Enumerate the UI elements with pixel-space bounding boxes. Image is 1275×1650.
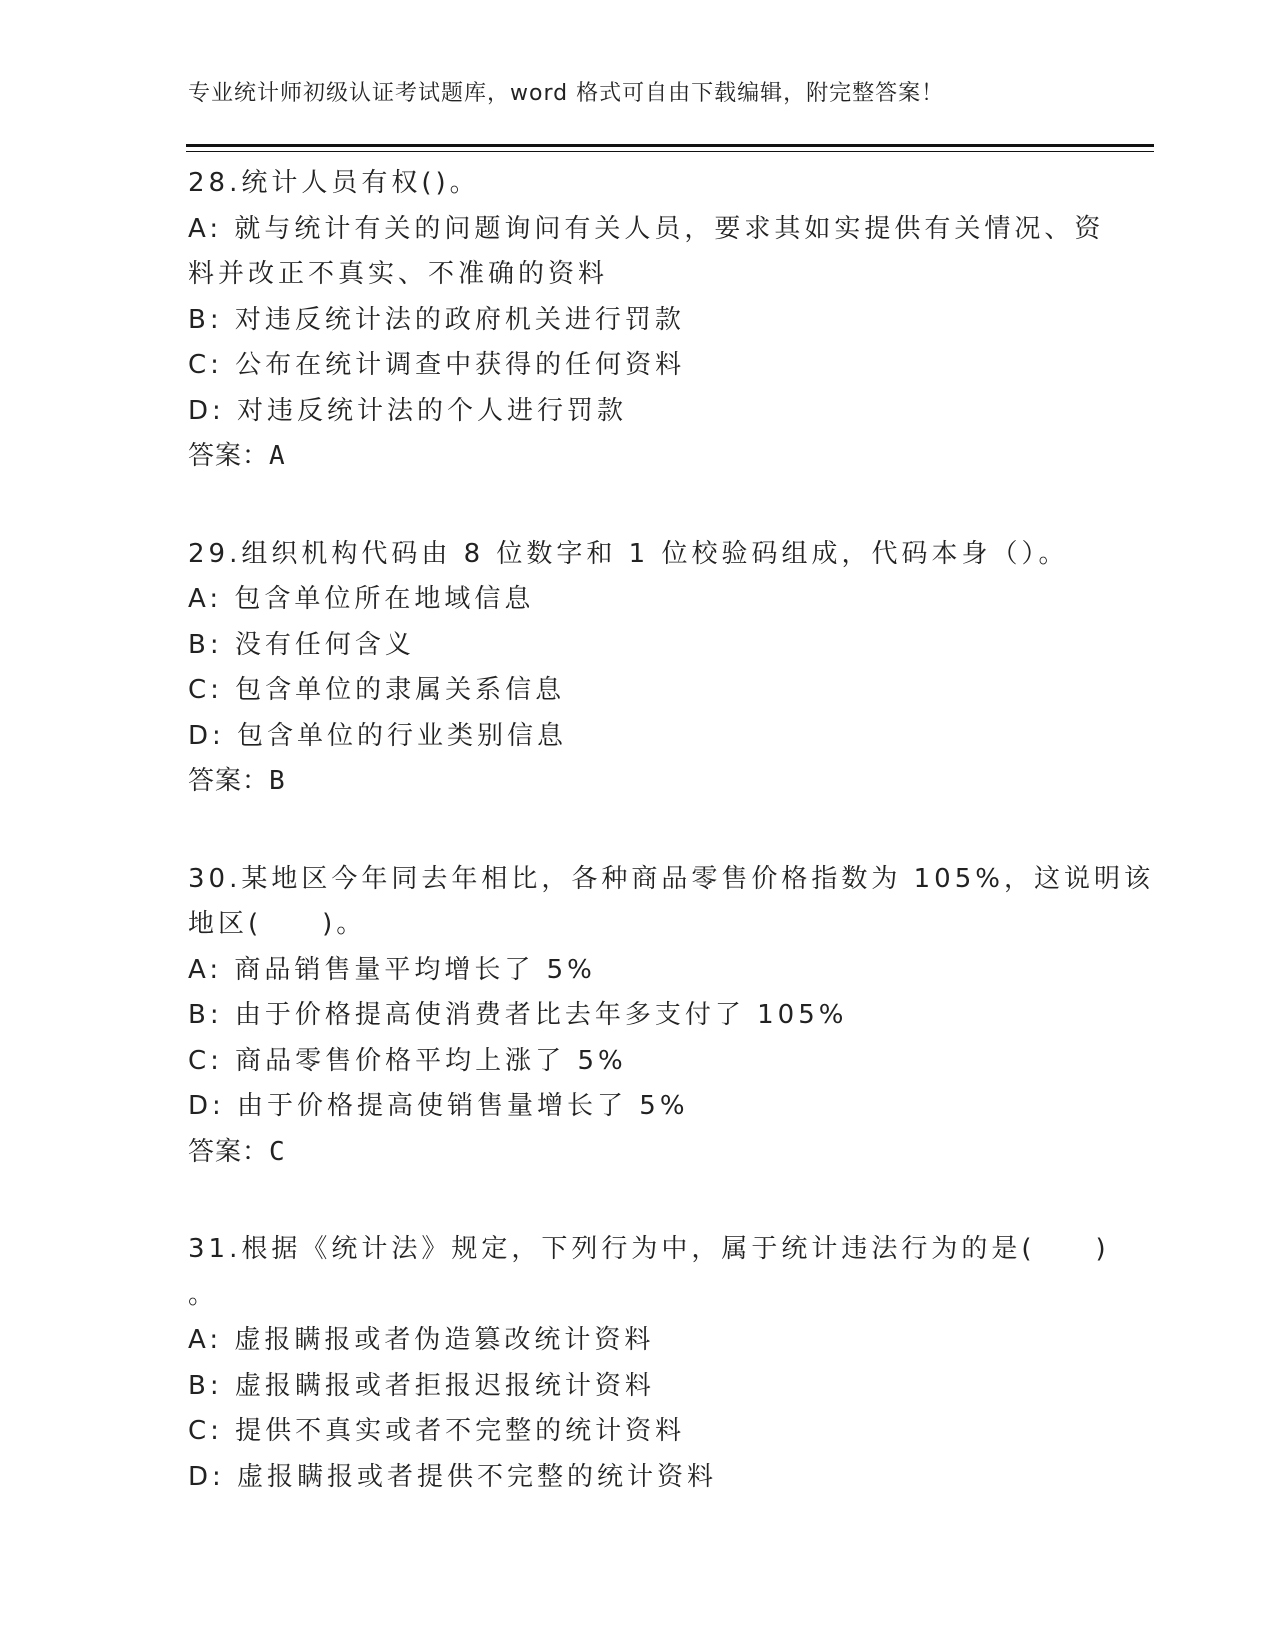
option-line: A: 包含单位所在地域信息 xyxy=(188,584,535,614)
question-stem-line: 。 xyxy=(188,1279,219,1310)
page-header: 专业统计师初级认证考试题库，word 格式可自由下载编辑，附完整答案！ xyxy=(188,81,945,106)
answer-value: A xyxy=(269,441,286,471)
option-line: D: 包含单位的行业类别信息 xyxy=(188,720,568,751)
answer-value: B xyxy=(269,766,286,796)
option-line: C: 公布在统计调查中获得的任何资料 xyxy=(188,350,686,380)
option-line: C: 提供不真实或者不完整的统计资料 xyxy=(188,1416,686,1446)
question-stem-line: 29.组织机构代码由 8 位数字和 1 位校验码组成，代码本身（）。 xyxy=(188,538,1069,569)
option-line: C: 包含单位的隶属关系信息 xyxy=(188,675,566,705)
question-list xyxy=(188,161,1154,1552)
question-block xyxy=(188,857,1154,1176)
option-line: 料并改正不真实、不准确的资料 xyxy=(188,259,609,289)
option-line: B: 没有任何含义 xyxy=(188,629,415,660)
answer-line xyxy=(188,434,1088,480)
option-line: A: 虚报瞒报或者伪造篡改统计资料 xyxy=(188,1325,655,1355)
answer-line xyxy=(188,759,1088,805)
header-rule-thick xyxy=(186,144,1154,147)
answer-label: 答案： xyxy=(188,441,270,471)
option-line: A: 商品销售量平均增长了 5% xyxy=(188,954,596,985)
answer-label: 答案： xyxy=(188,766,270,796)
option-line: C: 商品零售价格平均上涨了 5% xyxy=(188,1045,627,1076)
option-line: D: 由于价格提高使销售量增长了 5% xyxy=(188,1091,689,1121)
question-stem-line: 地区( )。 xyxy=(188,909,367,939)
question-block xyxy=(188,1227,1110,1500)
question-stem-line: 28.统计人员有权()。 xyxy=(188,168,480,198)
question-block xyxy=(188,161,1105,480)
option-line: D: 虚报瞒报或者提供不完整的统计资料 xyxy=(188,1461,718,1492)
header-rule-thin xyxy=(186,151,1154,152)
option-line: B: 由于价格提高使消费者比去年多支付了 105% xyxy=(188,1000,848,1030)
question-stem-line: 31.根据《统计法》规定，下列行为中，属于统计违法行为的是( ) xyxy=(188,1234,1110,1264)
option-line: B: 对违反统计法的政府机关进行罚款 xyxy=(188,304,685,335)
option-line: D: 对违反统计法的个人进行罚款 xyxy=(188,395,628,426)
answer-value: C xyxy=(269,1136,286,1167)
question-stem-line: 30.某地区今年同去年相比，各种商品零售价格指数为 105%，这说明该 xyxy=(188,863,1154,894)
answer-line xyxy=(188,1130,1088,1176)
question-block xyxy=(188,532,1088,805)
answer-label: 答案： xyxy=(188,1136,270,1167)
option-line: A: 就与统计有关的问题询问有关人员，要求其如实提供有关情况、资 xyxy=(188,213,1105,244)
option-line: B: 虚报瞒报或者拒报迟报统计资料 xyxy=(188,1370,655,1401)
